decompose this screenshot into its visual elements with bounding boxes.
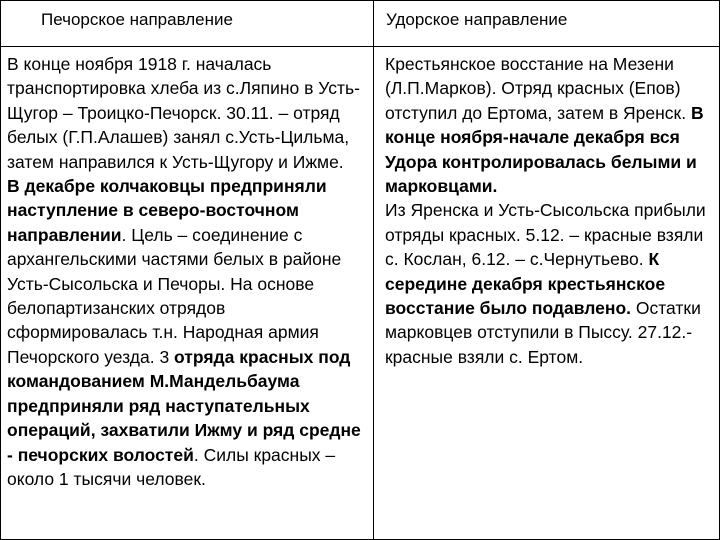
pechora-text-2: . Цель – соединение с архангельскими частями белых в районе Усть-Сысольска и Печоры. На основе белопартизанских отрядов сформировалась т.н. Народная армия Печорского уезда. 3 [7, 224, 342, 367]
udora-bold-2: К середине декабря крестьянское восстание было подавлено. [385, 249, 666, 319]
udora-paragraph-1 [385, 52, 715, 198]
pechora-paragraph-1: В конце ноября 1918 г. началась транспортировка хлеба из с.Ляпино в Усть-Щугор – Троицко-Печорск. 30.11. – отряд белых (Г.П.Алашев) занял с.Усть-Цильма, затем направился к Усть-Щугору и Ижме. [7, 54, 360, 172]
cell-udora [374, 47, 720, 540]
udora-text-3: Остатки марковцев отступили в Пыссу. 27.12.- красные взяли с. Ертом. [385, 298, 701, 367]
content-row [1, 47, 720, 540]
cell-pechora [1, 47, 374, 540]
pechora-text-3: . Силы красных – около 1 тысячи человек. [7, 444, 336, 489]
header-pechora: Печорское направление [1, 1, 374, 47]
udora-bold-1: В конце ноября-начале декабря вся Удора контролировалась белыми и марковцами. [385, 102, 704, 197]
udora-text-2: Из Яренска и Усть-Сысольска прибыли отряды красных. 5.12. – красные взяли с. Кослан, 6.12. – с.Чернутьево. [385, 200, 706, 270]
pechora-bold-1: В декабре колчаковцы предприняли наступление в северо-восточном направлении [7, 176, 327, 245]
pechora-bold-2: отряда красных под командованием М.Мандельбаума предприняли ряд наступательных операций, захватили Ижму и ряд средне - печорских волостей [7, 346, 361, 465]
udora-paragraph-2 [385, 198, 715, 369]
header-row [1, 1, 720, 47]
pechora-paragraph-2 [7, 174, 369, 491]
header-udora: Удорское направление [374, 1, 720, 47]
udora-text-1: Крестьянское восстание на Мезени (Л.П.Марков). Отряд красных (Епов) отступил до Ертома, затем в Яренск. [385, 54, 691, 123]
